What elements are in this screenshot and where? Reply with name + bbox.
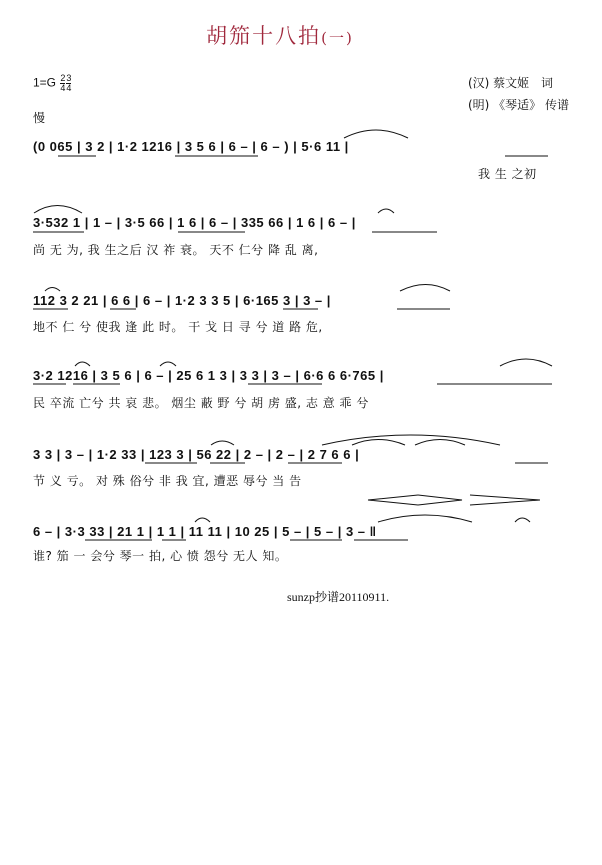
lyrics-line-1: 我 生 之初 — [478, 167, 537, 181]
slur-line-5b — [322, 435, 500, 445]
slur-line-5d — [415, 440, 465, 446]
slur-line-2b — [378, 209, 394, 213]
key-text: 1=G — [33, 75, 57, 90]
time-signature-2: $\frac{3}{4}$ — [66, 73, 72, 93]
lyrics-line-5: 节 义 亏。 对 殊 俗兮 非 我 宜, 遭恶 辱兮 当 告 — [33, 474, 302, 488]
slur-line-3a — [45, 288, 60, 292]
time-signature-1: $\frac{2}{4}$ — [60, 73, 66, 93]
slur-line-5a — [211, 441, 234, 445]
notation-line-1: (0 065 | 3 2 | 1·2 1216 | 3 5 6 | 6 – | 6 – ) | 5·6 11 | — [33, 139, 349, 154]
lyrics-line-2: 尚 无 为, 我 生之后 汉 祚 衰。 天不 仁兮 降 乱 离, — [33, 243, 319, 257]
notation-line-4: 3·2 1216 | 3 5 6 | 6 – | 25 6 1 3 | 3 3 | 3 – | 6·6 6 6·765 | — [33, 368, 384, 383]
notation-line-6: 6 – | 3·3 33 | 21 1 | 1 1 | 11 11 | 10 25 | 5 – | 5 – | 3 – ‖ — [33, 524, 377, 539]
slur-line-6a — [195, 518, 210, 522]
slur-line-4c — [500, 359, 552, 366]
slur-line-6b — [378, 515, 472, 522]
slur-line-1 — [344, 130, 408, 138]
notation-line-2: 3·532 1 | 1 – | 3·5 66 | 1 6 | 6 – | 335 66 | 1 6 | 6 – | — [33, 215, 356, 230]
credit-lyricist: (汉) 蔡文姬 词 — [468, 76, 554, 90]
slur-line-4a — [75, 362, 90, 366]
slur-line-3b — [400, 285, 450, 292]
hairpin-crescendo — [368, 495, 418, 505]
notation-line-5: 3 3 | 3 – | 1·2 33 | 123 3 | 56 22 | 2 – | 2 – | 2 7 6 6 | — [33, 447, 360, 462]
tempo-mark: 慢 — [33, 111, 46, 125]
slur-line-6c — [515, 518, 530, 522]
slur-line-4b — [160, 362, 176, 366]
title-text: 胡笳十八拍 — [206, 24, 322, 48]
lyrics-line-4: 民 卒流 亡兮 共 哀 悲。 烟尘 蔽 野 兮 胡 虏 盛, 志 意 乖 兮 — [33, 396, 369, 410]
notation-line-3: 112 3 2 21 | 6 6 | 6 – | 1·2 3 3 5 | 6·165 3 | 3 – | — [33, 293, 331, 308]
credit-transmitter: (明) 《琴适》 传谱 — [468, 98, 570, 112]
slur-line-5c — [352, 440, 405, 446]
hairpin-decrescendo-2 — [470, 495, 540, 505]
transcriber-note: sunzp抄谱20110911. — [287, 590, 390, 604]
slur-line-2a — [34, 206, 82, 214]
lyrics-line-6: 谁? 笳 一 会兮 琴一 拍, 心 愤 怨兮 无人 知。 — [33, 549, 288, 563]
title-subtitle: (一) — [321, 29, 354, 47]
lyrics-line-3: 地不 仁 兮 使我 逢 此 时。 干 戈 日 寻 兮 道 路 危, — [33, 320, 323, 334]
hairpin-decrescendo — [418, 495, 462, 505]
